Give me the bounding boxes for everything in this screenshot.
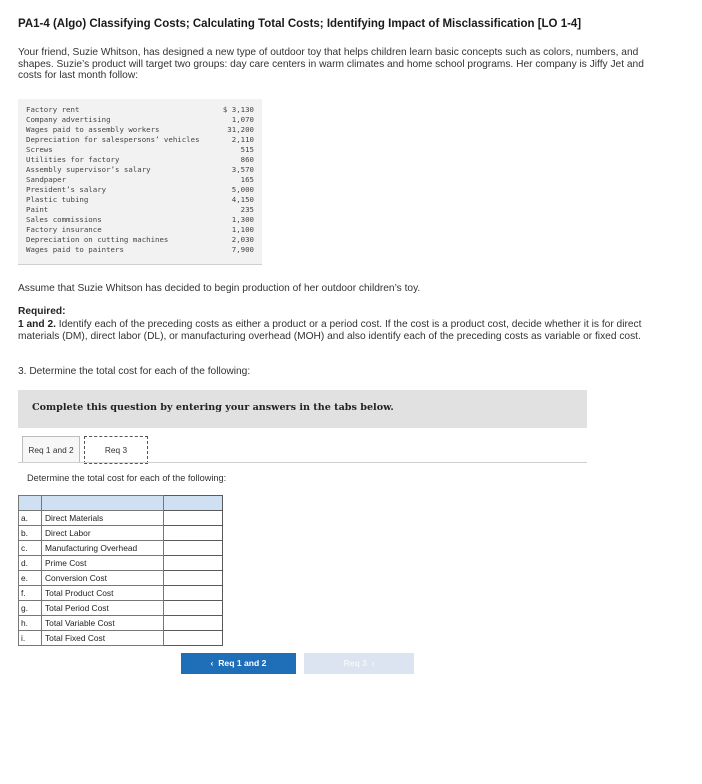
table-row bbox=[19, 631, 223, 646]
table-row bbox=[19, 601, 223, 616]
required-heading: Required: bbox=[18, 306, 66, 317]
cost-row bbox=[26, 145, 254, 155]
table-row bbox=[19, 511, 223, 526]
chevron-left-icon: ‹ bbox=[210, 658, 214, 668]
total-fixed-cost-input[interactable] bbox=[164, 631, 222, 645]
cost-amount: 515 bbox=[240, 145, 254, 154]
row-label: Total Product Cost bbox=[42, 586, 164, 601]
tab-req-1-and-2[interactable]: Req 1 and 2 bbox=[22, 436, 80, 463]
answer-table bbox=[18, 495, 223, 646]
cost-amount: 235 bbox=[240, 205, 254, 214]
cost-amount: 4,150 bbox=[231, 195, 254, 204]
cost-amount: 7,900 bbox=[231, 245, 254, 254]
total-period-cost-input[interactable] bbox=[164, 601, 222, 615]
banner-text: Complete this question by entering your answers in the tabs below. bbox=[32, 402, 394, 413]
cost-label: Depreciation for salespersons’ vehicles bbox=[26, 135, 200, 144]
row-label: Direct Labor bbox=[42, 526, 164, 541]
requirement-3: 3. Determine the total cost for each of the following: bbox=[18, 366, 251, 377]
direct-labor-input[interactable] bbox=[164, 526, 222, 540]
prev-button-label: Req 1 and 2 bbox=[218, 658, 267, 668]
cost-amount: $ 3,130 bbox=[222, 105, 254, 114]
row-label: Total Period Cost bbox=[42, 601, 164, 616]
cost-list bbox=[18, 99, 262, 265]
table-row bbox=[19, 586, 223, 601]
cost-row bbox=[26, 185, 254, 195]
cost-label: President’s salary bbox=[26, 185, 107, 194]
cost-row bbox=[26, 235, 254, 245]
cost-label: Plastic tubing bbox=[26, 195, 89, 204]
row-letter: d. bbox=[19, 556, 42, 571]
manufacturing-overhead-input[interactable] bbox=[164, 541, 222, 555]
direct-materials-input[interactable] bbox=[164, 511, 222, 525]
prime-cost-input[interactable] bbox=[164, 556, 222, 570]
cost-amount: 1,100 bbox=[231, 225, 254, 234]
cost-label: Screws bbox=[26, 145, 53, 154]
prev-tab-button[interactable] bbox=[181, 653, 296, 674]
table-row bbox=[19, 526, 223, 541]
cost-label: Wages paid to assembly workers bbox=[26, 125, 160, 134]
cost-label: Factory rent bbox=[26, 105, 80, 114]
cost-row bbox=[26, 165, 254, 175]
cost-amount: 1,070 bbox=[231, 115, 254, 124]
cost-label: Factory insurance bbox=[26, 225, 102, 234]
row-label: Manufacturing Overhead bbox=[42, 541, 164, 556]
row-label: Total Fixed Cost bbox=[42, 631, 164, 646]
table-row bbox=[19, 541, 223, 556]
cost-row bbox=[26, 205, 254, 215]
cost-amount: 860 bbox=[240, 155, 254, 164]
chevron-right-icon: › bbox=[371, 658, 375, 668]
cost-amount: 165 bbox=[240, 175, 254, 184]
next-tab-button[interactable] bbox=[304, 653, 414, 674]
page-title: PA1-4 (Algo) Classifying Costs; Calculating Total Costs; Identifying Impact of Misclassification [LO 1-4] bbox=[18, 18, 582, 30]
row-letter: h. bbox=[19, 616, 42, 631]
next-button-label: Req 3 bbox=[343, 658, 367, 668]
table-row bbox=[19, 571, 223, 586]
row-letter: g. bbox=[19, 601, 42, 616]
problem-intro: Your friend, Suzie Whitson, has designed a new type of outdoor toy that helps children learn basic concepts such as colors, numbers, and shapes. Suzie’s product will target two groups: day care centers in warm climates and home school programs. Her company is Jiffy Jet and costs for last month follow: bbox=[18, 47, 644, 81]
cost-label: Utilities for factory bbox=[26, 155, 120, 164]
requirement-1-2 bbox=[18, 319, 658, 342]
cost-row bbox=[26, 245, 254, 255]
tab-req-3[interactable]: Req 3 bbox=[84, 436, 148, 464]
cost-label: Depreciation on cutting machines bbox=[26, 235, 169, 244]
row-label: Total Variable Cost bbox=[42, 616, 164, 631]
instruction-banner bbox=[18, 390, 587, 428]
cost-row bbox=[26, 225, 254, 235]
cost-row bbox=[26, 115, 254, 125]
tab-instruction: Determine the total cost for each of the following: bbox=[27, 473, 227, 483]
cost-row bbox=[26, 125, 254, 135]
row-letter: a. bbox=[19, 511, 42, 526]
cost-label: Wages paid to painters bbox=[26, 245, 124, 254]
cost-amount: 2,030 bbox=[231, 235, 254, 244]
cost-row bbox=[26, 105, 254, 115]
table-header-row bbox=[19, 496, 223, 511]
total-product-cost-input[interactable] bbox=[164, 586, 222, 600]
requirement-text: Identify each of the preceding costs as either a product or a period cost. If the cost is a product cost, decide whether it is for direct materials (DM), direct labor (DL), or manufacturing overhead (MOH) and also identify each of the preceding costs as variable or fixed cost. bbox=[18, 319, 642, 342]
cost-row bbox=[26, 155, 254, 165]
cost-amount: 2,110 bbox=[231, 135, 254, 144]
row-letter: c. bbox=[19, 541, 42, 556]
table-row bbox=[19, 616, 223, 631]
cost-row bbox=[26, 175, 254, 185]
cost-row bbox=[26, 135, 254, 145]
cost-amount: 3,570 bbox=[231, 165, 254, 174]
row-letter: e. bbox=[19, 571, 42, 586]
cost-amount: 5,000 bbox=[231, 185, 254, 194]
cost-label: Paint bbox=[26, 205, 49, 214]
row-label: Direct Materials bbox=[42, 511, 164, 526]
cost-row bbox=[26, 215, 254, 225]
cost-row bbox=[26, 195, 254, 205]
cost-label: Sales commissions bbox=[26, 215, 102, 224]
cost-amount: 1,300 bbox=[231, 215, 254, 224]
cost-amount: 31,200 bbox=[227, 125, 254, 134]
row-letter: f. bbox=[19, 586, 42, 601]
row-label: Conversion Cost bbox=[42, 571, 164, 586]
assumption-text: Assume that Suzie Whitson has decided to begin production of her outdoor children’s toy. bbox=[18, 283, 421, 294]
table-row bbox=[19, 556, 223, 571]
conversion-cost-input[interactable] bbox=[164, 571, 222, 585]
row-label: Prime Cost bbox=[42, 556, 164, 571]
cost-label: Assembly supervisor’s salary bbox=[26, 165, 151, 174]
row-letter: b. bbox=[19, 526, 42, 541]
total-variable-cost-input[interactable] bbox=[164, 616, 222, 630]
cost-label: Sandpaper bbox=[26, 175, 67, 184]
cost-label: Company advertising bbox=[26, 115, 111, 124]
row-letter: i. bbox=[19, 631, 42, 646]
tab-divider bbox=[18, 462, 587, 463]
requirement-number: 1 and 2. bbox=[18, 319, 56, 330]
